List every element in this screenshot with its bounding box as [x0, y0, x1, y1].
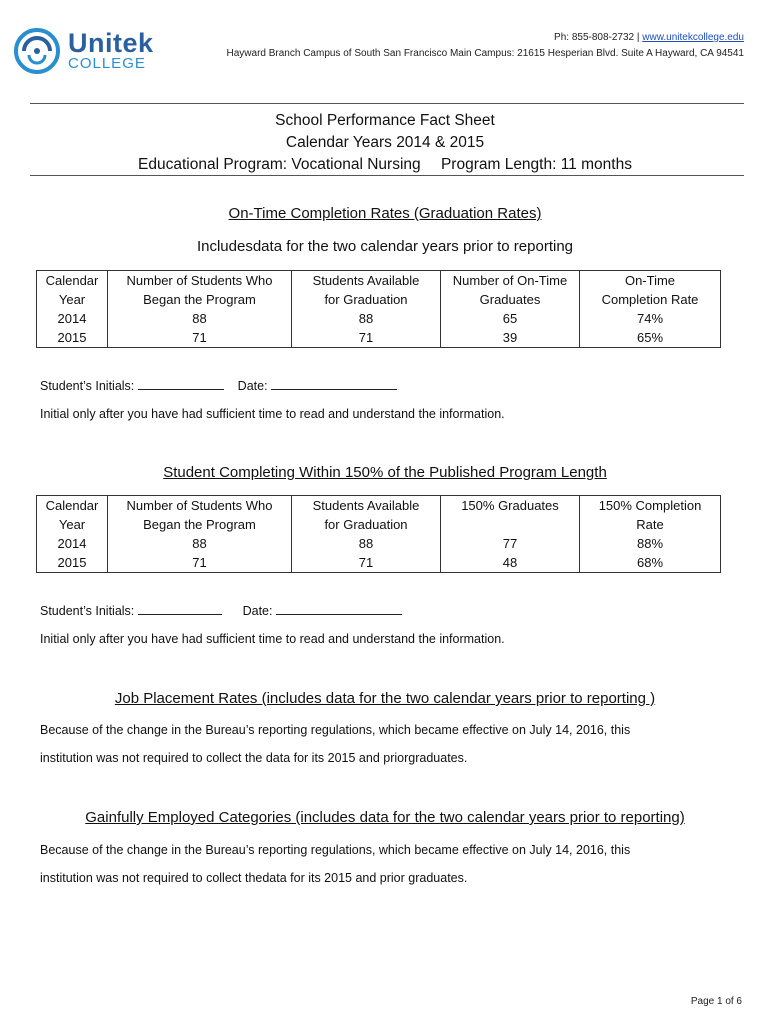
col-header: Students Available for Graduation: [292, 496, 441, 535]
table-cell: 2014: [37, 534, 108, 553]
table-cell: 88: [108, 534, 292, 553]
document-title-block: [0, 110, 770, 176]
program-length: Program Length: 11 months: [440, 156, 632, 173]
table-cell: 2015: [37, 328, 108, 348]
logo-wordmark: Unitek: [68, 28, 154, 58]
table-cell: 88: [292, 309, 441, 328]
table-cell: 74%: [580, 309, 721, 328]
completion-rates-table: [36, 270, 721, 348]
job-placement-text: Because of the change in the Bureau’s reporting regulations, which became effective on July 14, 2016, this institution was not required to collect the data for its 2015 and priorgraduates.: [40, 723, 631, 765]
col-header: Number of Students Who Began the Program: [108, 271, 292, 310]
contact-info: [227, 30, 745, 62]
table-cell: 68%: [580, 553, 721, 573]
section-subtitle-completion: Includesdata for the two calendar years prior to reporting: [196, 238, 574, 255]
section-title-150: Student Completing Within 150% of the Published Program Length: [163, 464, 607, 481]
logo-subtitle: COLLEGE: [68, 55, 146, 72]
title-divider: [30, 175, 744, 176]
table-cell: 2014: [37, 309, 108, 328]
initial-notice-1: Initial only after you have had sufficient time to read and understand the information.: [40, 407, 505, 421]
col-header: Students Available for Graduation: [292, 271, 441, 310]
website-link[interactable]: www.unitekcollege.edu: [642, 32, 744, 43]
col-header: 150% Completion Rate: [580, 496, 721, 535]
completion-150-table: [36, 495, 721, 573]
table-row: [37, 553, 721, 573]
header-divider: [30, 103, 744, 104]
page-number: Page 1 of 6: [690, 996, 742, 1007]
col-header: Number of Students Who Began the Program: [108, 496, 292, 535]
document-title: School Performance Fact Sheet: [275, 112, 495, 129]
calendar-years: Calendar Years 2014 & 2015: [285, 134, 485, 151]
contact-line-1: [227, 30, 745, 46]
table-cell: 88%: [580, 534, 721, 553]
table-row: [37, 328, 721, 348]
table-cell: 65: [441, 309, 580, 328]
logo-swirl-icon: [14, 28, 60, 74]
program-name: Educational Program: Vocational Nursing: [138, 156, 421, 173]
col-header: Calendar Year: [37, 496, 108, 535]
date-field[interactable]: [271, 378, 397, 390]
table-cell: 88: [108, 309, 292, 328]
phone-text: Ph: 855-808-2732 |: [554, 32, 640, 43]
table-cell: 88: [292, 534, 441, 553]
section-title-job-placement: Job Placement Rates (includes data for the two calendar years prior to reporting ): [114, 690, 656, 707]
section-title-gainful: Gainfully Employed Categories (includes data for the two calendar years prior to reporting): [85, 809, 685, 826]
initials-field[interactable]: [138, 603, 222, 615]
table-cell: 71: [292, 328, 441, 348]
col-header: Calendar Year: [37, 271, 108, 310]
date-field[interactable]: [276, 603, 402, 615]
table-header-row: [37, 496, 721, 535]
table-cell: 65%: [580, 328, 721, 348]
table-row: [37, 309, 721, 328]
table-cell: 2015: [37, 553, 108, 573]
address-text: Hayward Branch Campus of South San Francisco Main Campus: 21615 Hesperian Blvd. Suite A Hayward, CA 94541: [226, 48, 744, 59]
table-cell: 48: [441, 553, 580, 573]
table-cell: 71: [292, 553, 441, 573]
table-header-row: [37, 271, 721, 310]
table-row: [37, 534, 721, 553]
table-cell: 77: [441, 534, 580, 553]
table-cell: 71: [108, 328, 292, 348]
section-title-completion: On-Time Completion Rates (Graduation Rates): [228, 205, 542, 222]
gainful-employment-text: Because of the change in the Bureau’s reporting regulations, which became effective on July 14, 2016, this institution was not required to collect thedata for its 2015 and prior graduates.: [40, 843, 631, 885]
col-header: On-Time Completion Rate: [580, 271, 721, 310]
initials-line-1: Student’s Initials: Date:: [40, 378, 397, 393]
initials-line-2: Student’s Initials: Date:: [40, 603, 402, 618]
col-header: Number of On-Time Graduates: [441, 271, 580, 310]
unitek-logo: [14, 28, 164, 76]
initial-notice-2: Initial only after you have had sufficient time to read and understand the information.: [40, 632, 505, 646]
program-line: [0, 154, 770, 176]
initials-field[interactable]: [138, 378, 224, 390]
table-cell: 71: [108, 553, 292, 573]
table-cell: 39: [441, 328, 580, 348]
col-header: 150% Graduates: [441, 496, 580, 535]
